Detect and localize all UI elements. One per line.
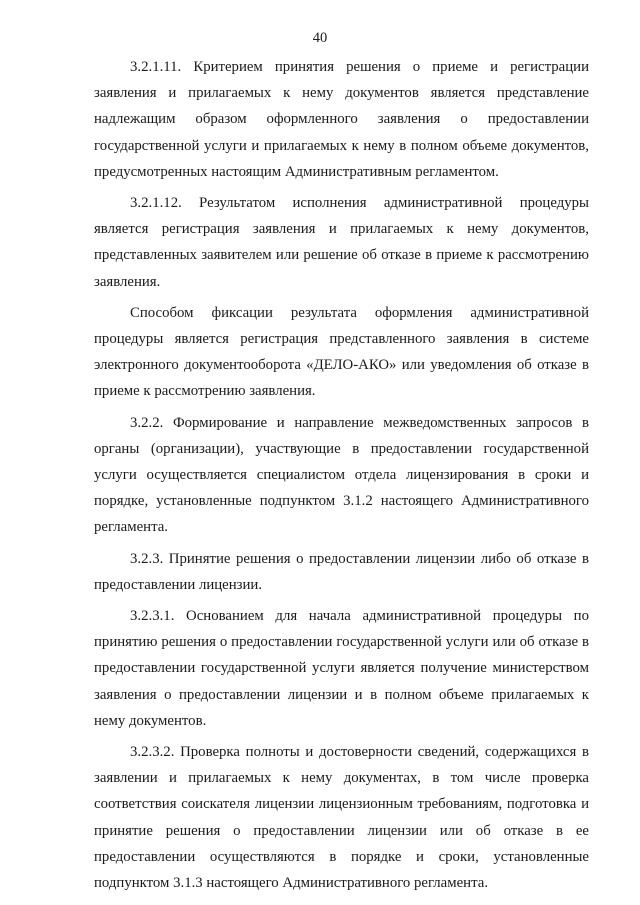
paragraph-3-2-3-2: 3.2.3.2. Проверка полноты и достоверности сведений, содержащихся в заявлении и прилагаемых к нему документах, в том числе проверка соответствия соискателя лицензии лицензионным требованиям, подготовка и принятие решения о предоставлении лицензии или об отказе в ее предоставлении осуществляются в порядке и сроки, установленные подпунктом 3.1.3 настоящего Административного регламента. xyxy=(94,744,589,892)
paragraph-3-2-1-11: 3.2.1.11. Критерием принятия решения о приеме и регистрации заявления и прилагаемых к нему документов является представление надлежащим образом оформленного заявления о предоставлении государственной услуги и прилагаемых к нему в полном объеме документов, предусмотренных настоящим Административным регламентом. xyxy=(94,59,589,180)
document-body xyxy=(94,54,589,901)
paragraph-3-2-3-1: 3.2.3.1. Основанием для начала административной процедуры по принятию решения о предоставлении государственной услуги или об отказе в предоставлении государственной услуги является получение министерством заявления о предоставлении лицензии и в полном объеме прилагаемых к нему документов. xyxy=(94,608,589,729)
paragraph-3-2-1-12: 3.2.1.12. Результатом исполнения административной процедуры является регистрация заявления и прилагаемых к нему документов, представленных заявителем или решение об отказе в приеме к рассмотрению заявления. xyxy=(94,195,589,290)
paragraph-3-2-3: 3.2.3. Принятие решения о предоставлении лицензии либо об отказе в предоставлении лицензии. xyxy=(94,550,589,593)
page-number: 40 xyxy=(312,30,328,46)
paragraph-3-2-2: 3.2.2. Формирование и направление межведомственных запросов в органы (организации), участвующие в предоставлении государственной услуги осуществляется специалистом отдела лицензирования в сроки и порядке, установленные подпунктом 3.1.2 настоящего Административного регламента. xyxy=(94,414,589,536)
paragraph-fixation-method: Способом фиксации результата оформления административной процедуры является регистрация представленного заявления в системе электронного документооборота «ДЕЛО-АКО» или уведомления об отказе в приеме к рассмотрению заявления. xyxy=(94,304,589,400)
